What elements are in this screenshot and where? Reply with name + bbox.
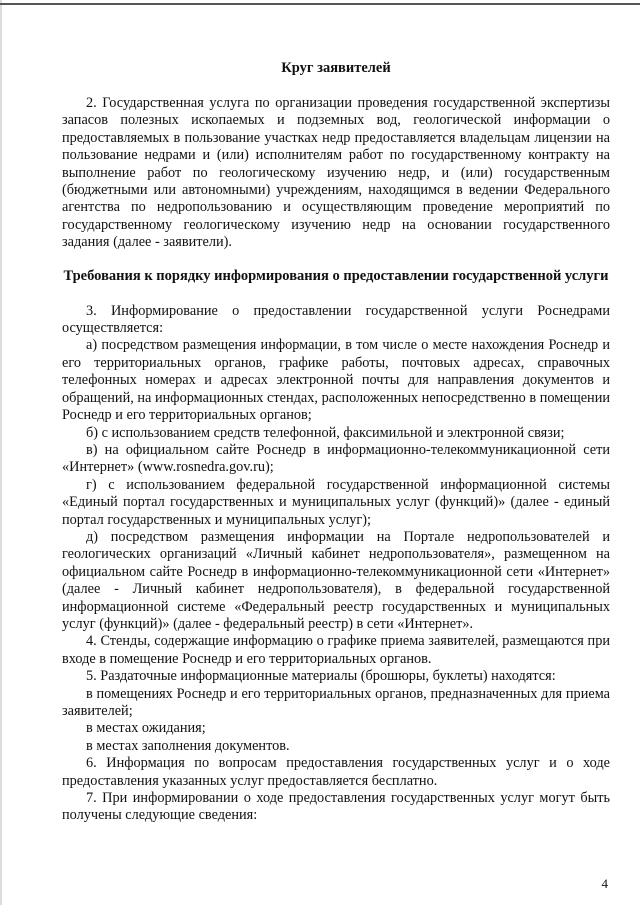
section-body-informing [62,303,610,825]
paragraph-2: 2. Государственная услуга по организации проведения государственной экспертизы запасов полезных ископаемых и подземных вод, геологической информации о предоставляемых в пользование участках недр предоставляется владельцам лицензии на пользование недрами и (или) исполнителям работ по государственному контракту на выполнение работ по геологическому изучению недр, и (или) государственным (бюджетными или автономными) учреждениям, находящимся в ведении Федерального агентства по недропользованию и осуществляющим проведение мероприятий по государственному геологическому изучению недр на основании государственного задания (далее - заявители). [62,95,610,251]
section-heading-applicants: Круг заявителей [281,60,391,76]
paragraph-3d: г) с использованием федеральной государственной информационной системы «Единый портал государственных и муниципальных услуг (функций)» (далее - единый портал государственных и муниципальных услуг); [62,476,610,528]
section-heading-informing: Требования к порядку информирования о предоставлении государственной услуги [63,267,609,284]
paragraph-3c: в) на официальном сайте Роснедр в информационно-телекоммуникационной сети «Интернет» (www.rosnedra.gov.ru); [62,441,610,476]
paragraph-3b: б) с использованием средств телефонной, факсимильной и электронной связи; [86,424,565,441]
paragraph-3a: а) посредством размещения информации, в том числе о месте нахождения Роснедр и его территориальных органов, графике работы, почтовых адресах, справочных телефонных номерах и адресах электронной почты для направления документов и обращений, на информационных стендах, расположенных непосредственно в помещении Роснедр и его территориальных органов; [62,337,610,424]
scan-left-edge [0,0,2,905]
paragraph-6: 6. Информация по вопросам предоставления государственных услуг и о ходе предоставления указанных услуг предоставляется бесплатно. [62,755,610,789]
paragraph-3: 3. Информирование о предоставлении государственной услуги Роснедрами осуществляется: [62,302,610,337]
page-number: 4 [601,876,608,891]
paragraph-5: 5. Раздаточные информационные материалы (брошюры, буклеты) находятся: [86,668,556,685]
scan-top-border [0,3,640,5]
document-page [62,60,610,825]
paragraph-7: 7. При информировании о ходе предоставления государственных услуг могут быть получены следующие сведения: [62,790,610,824]
paragraph-3e: д) посредством размещения информации на Портале недропользователей и геологических организаций «Личный кабинет недропользователя», размещенном на официальном сайте Роснедр в информационно-телекоммуникационной сети «Интернет» (далее - Личный кабинет недропользователя), в федеральной государственной информационной системе «Федеральный реестр государственных и муниципальных услуг (функций)» (далее - федеральный реестр) в сети «Интернет». [62,528,610,632]
paragraph-5-item-1: в помещениях Роснедр и его территориальных органов, предназначенных для приема заявителей; [62,685,610,719]
paragraph-5-item-2: в местах ожидания; [86,720,206,737]
paragraph-4: 4. Стенды, содержащие информацию о графике приема заявителей, размещаются при входе в помещение Роснедр и его территориальных органов. [62,633,610,667]
paragraph-5-item-3: в местах заполнения документов. [86,737,290,754]
section-body-applicants [62,95,610,252]
